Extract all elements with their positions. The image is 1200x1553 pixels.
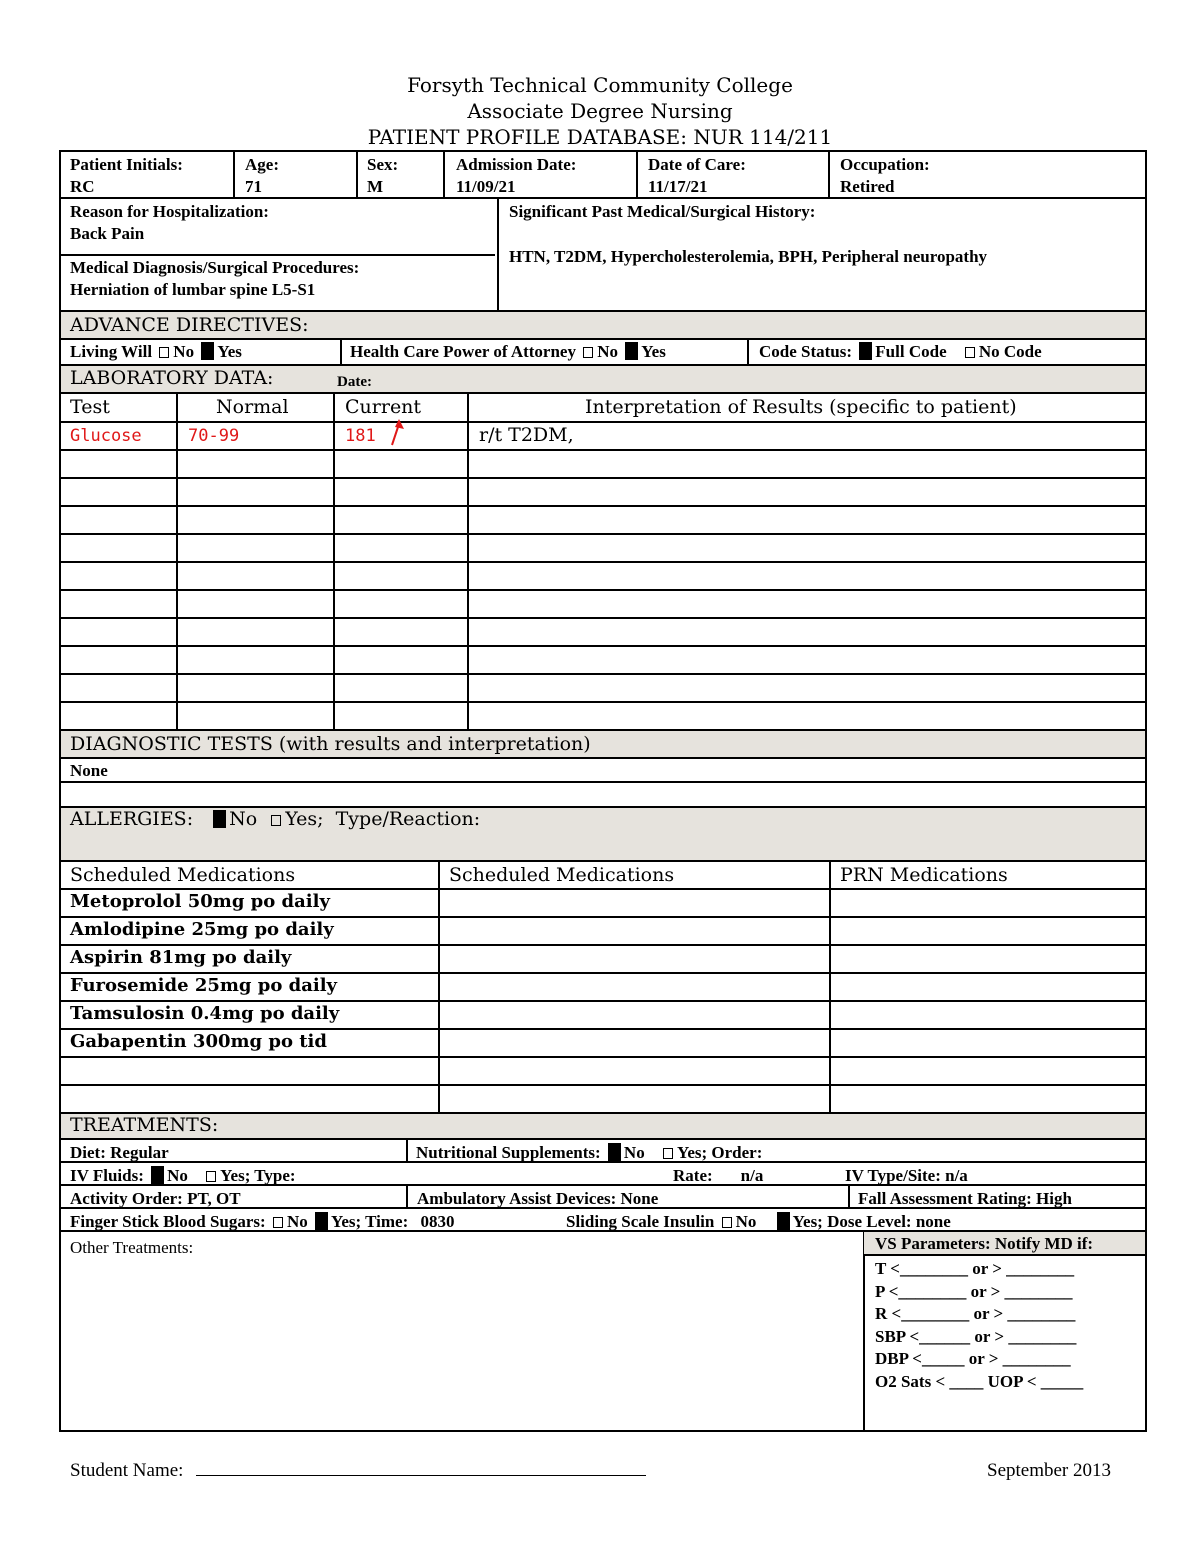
up-arrow-icon (385, 418, 409, 448)
med-item[interactable]: Furosemide 25mg po daily (70, 975, 338, 996)
supplements-field: Nutritional Supplements: No Yes; Order: (416, 1143, 763, 1162)
admission-date-field[interactable]: Admission Date: 11/09/21 (456, 155, 577, 196)
vs-parameters-title: VS Parameters: Notify MD if: (875, 1234, 1094, 1253)
iv-fluids-field: IV Fluids: No Yes; Type: (70, 1166, 296, 1185)
living-will-yes-checkbox[interactable] (201, 342, 214, 360)
program-name: Associate Degree Nursing (467, 99, 733, 123)
fall-assessment-field[interactable]: Fall Assessment Rating: High (858, 1189, 1072, 1208)
vs-pulse: P <________ or > ________ (875, 1281, 1073, 1301)
form-title: PATIENT PROFILE DATABASE: NUR 114/211 (367, 125, 833, 149)
occupation-field[interactable]: Occupation: Retired (840, 155, 930, 196)
ambulatory-devices-field[interactable]: Ambulatory Assist Devices: None (417, 1189, 659, 1208)
supplements-no-checkbox[interactable] (608, 1143, 621, 1161)
reason-field[interactable]: Reason for Hospitalization: Back Pain (70, 202, 269, 243)
lab-date-label: Date: (337, 374, 372, 390)
vs-o2-uop: O2 Sats < ____ UOP < _____ (875, 1371, 1084, 1391)
med-col-prn: PRN Medications (840, 864, 1008, 886)
diet-field[interactable]: Diet: Regular (70, 1143, 169, 1162)
fingerstick-field: Finger Stick Blood Sugars: No Yes; Time: 0830 (70, 1212, 455, 1231)
age-field[interactable]: Age: 71 (245, 155, 279, 196)
form-header (0, 72, 1200, 150)
living-will-no-checkbox[interactable] (159, 347, 169, 358)
vs-dbp: DBP <_____ or > ________ (875, 1349, 1071, 1368)
lab-row-test[interactable]: Glucose (70, 426, 142, 446)
med-col-scheduled-1: Scheduled Medications (70, 864, 296, 886)
iv-yes-checkbox[interactable] (206, 1171, 216, 1182)
lab-col-current: Current (345, 396, 422, 418)
med-item[interactable]: Aspirin 81mg po daily (70, 947, 292, 968)
vs-resp: R <________ or > ________ (875, 1304, 1076, 1323)
college-name: Forsyth Technical Community College (407, 73, 793, 97)
ssi-no-checkbox[interactable] (722, 1217, 732, 1228)
code-status-field: Code Status: Full Code No Code (759, 342, 1042, 361)
history-label: Significant Past Medical/Surgical History: (509, 202, 816, 221)
fsbs-yes-checkbox[interactable] (315, 1212, 328, 1230)
lab-col-test: Test (70, 396, 110, 418)
lab-row-interpretation[interactable]: r/t T2DM, (479, 424, 574, 446)
med-col-scheduled-2: Scheduled Medications (449, 864, 675, 886)
student-name-field[interactable]: Student Name: (70, 1460, 646, 1482)
diagnostic-tests-value[interactable]: None (70, 761, 108, 780)
lab-row-current[interactable]: 181 (345, 426, 376, 446)
activity-order-field[interactable]: Activity Order: PT, OT (70, 1189, 241, 1208)
history-value[interactable]: HTN, T2DM, Hypercholesterolemia, BPH, Peripheral neuropathy (509, 247, 988, 266)
diagnostic-tests-title: DIAGNOSTIC TESTS (with results and interpretation) (70, 733, 591, 755)
iv-rate-field[interactable]: Rate: n/a (673, 1166, 764, 1185)
full-code-checkbox[interactable] (859, 342, 872, 360)
vs-temp: T <________ or > ________ (875, 1259, 1075, 1278)
sex-field[interactable]: Sex: M (367, 155, 399, 196)
fsbs-no-checkbox[interactable] (273, 1217, 283, 1228)
lab-data-title: LABORATORY DATA: (70, 367, 274, 389)
allergies-yes-checkbox[interactable] (271, 815, 281, 826)
med-item[interactable]: Gabapentin 300mg po tid (70, 1031, 327, 1052)
vs-parameters-list[interactable] (875, 1258, 1083, 1393)
hcpoa-no-checkbox[interactable] (583, 347, 593, 358)
date-of-care-field[interactable]: Date of Care: 11/17/21 (648, 155, 746, 196)
vs-sbp: SBP <______ or > ________ (875, 1326, 1077, 1346)
diagnosis-field[interactable]: Medical Diagnosis/Surgical Procedures: Herniation of lumbar spine L5-S1 (70, 258, 360, 299)
no-code-checkbox[interactable] (965, 347, 975, 358)
med-item[interactable]: Metoprolol 50mg po daily (70, 891, 330, 912)
med-item[interactable]: Tamsulosin 0.4mg po daily (70, 1003, 340, 1024)
patient-profile-form (59, 150, 1147, 1432)
footer-date: September 2013 (987, 1460, 1112, 1481)
patient-initials-field[interactable]: Patient Initials: RC (70, 155, 183, 196)
iv-no-checkbox[interactable] (151, 1166, 164, 1184)
allergies-no-checkbox[interactable] (213, 810, 226, 828)
other-treatments-label[interactable]: Other Treatments: (70, 1238, 194, 1257)
hcpoa-field: Health Care Power of Attorney No Yes (350, 342, 666, 361)
living-will-field: Living Will No Yes (70, 342, 242, 361)
med-item[interactable]: Amlodipine 25mg po daily (70, 919, 334, 940)
iv-site-field[interactable]: IV Type/Site: n/a (845, 1166, 968, 1185)
ssi-yes-checkbox[interactable] (777, 1212, 790, 1230)
lab-col-interpretation: Interpretation of Results (specific to patient) (585, 396, 1017, 418)
treatments-title: TREATMENTS: (70, 1114, 219, 1136)
advance-directives-title: ADVANCE DIRECTIVES: (70, 314, 309, 336)
hcpoa-yes-checkbox[interactable] (625, 342, 638, 360)
supplements-yes-checkbox[interactable] (663, 1148, 673, 1159)
lab-row-normal[interactable]: 70-99 (188, 426, 240, 446)
lab-col-normal: Normal (216, 396, 289, 418)
sliding-scale-field: Sliding Scale Insulin No Yes; Dose Level: none (566, 1212, 951, 1231)
allergies-field: ALLERGIES: No Yes; Type/Reaction: (70, 808, 481, 830)
